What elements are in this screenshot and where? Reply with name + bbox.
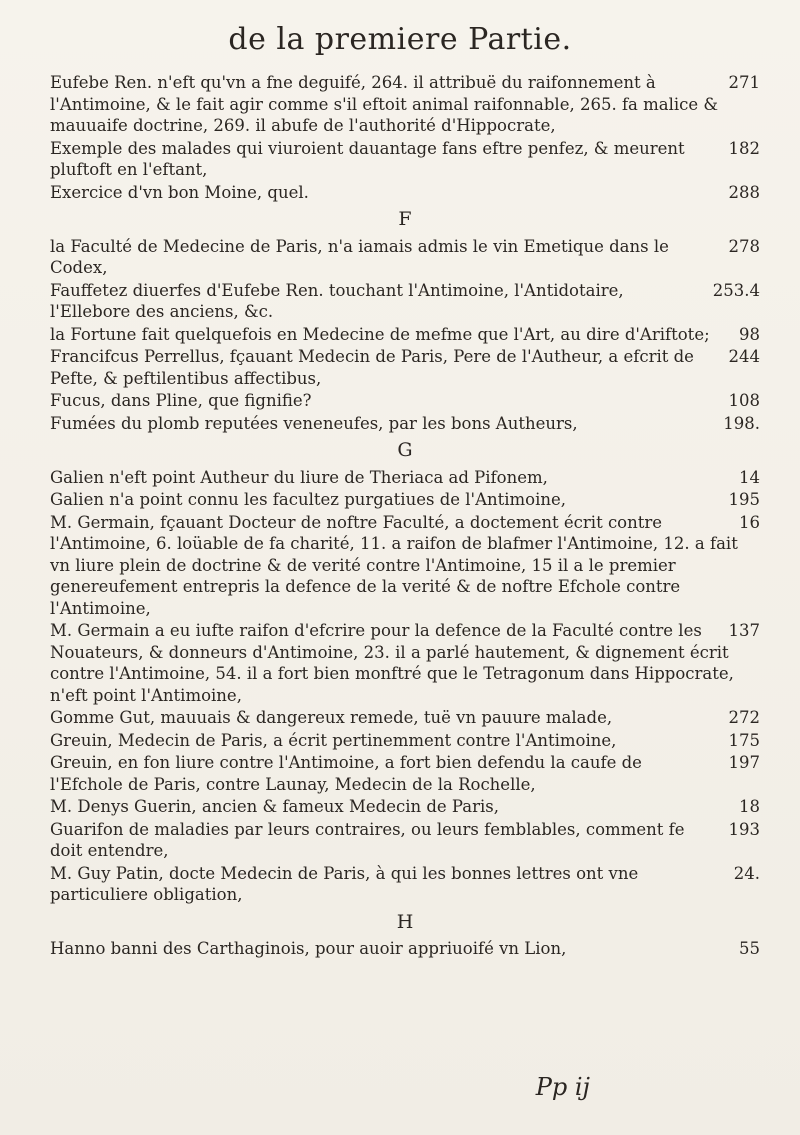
page-reference: 271 [728,73,760,92]
index-entry [50,324,760,346]
index-entry [50,467,760,489]
index-entry [50,346,760,389]
page-reference: 98 [739,324,760,344]
entry-text: Fauffetez diuerfes d'Eufebe Ren. touchant l'Antimoine, l'Antidotaire, l'Ellebore des anciens, &c. [50,280,624,321]
entry-text: Francifcus Perrellus, fçauant Medecin de Paris, Pere de l'Autheur, a efcrit de Pefte, & peftilentibus affectibus, [50,347,694,388]
entry-text: Exemple des malades qui viuroient dauantage fans eftre penfez, & meurent pluftoft en l'eftant, [50,138,685,179]
entry-text: Galien n'eft point Autheur du liure de Theriaca ad Pifonem, [50,467,548,487]
entry-text: la Fortune fait quelquefois en Medecine de mefme que l'Art, au dire d'Ariftote; [50,324,710,344]
entry-text: Fucus, dans Pline, que fignifie? [50,391,312,410]
page-reference: 14 [739,467,760,487]
entry-text: M. Guy Patin, docte Medecin de Paris, à qui les bonnes lettres ont vne particuliere obligation, [50,863,639,904]
page-reference: 108 [728,391,760,410]
page-reference: 137 [728,621,760,640]
index-entries [50,72,760,961]
page-reference: 195 [728,490,760,509]
page-reference: 18 [739,797,760,816]
entry-text: M. Germain a eu iufte raifon d'efcrire pour la defence de la Faculté contre les Nouateurs, & donneurs d'Antimoine, 23. il a parlé hautement, & dignement écrit contre l'Antimoine, 54. il a fort bien monftré que le Tetragonum dans Hippocrate, n'eft point l'Antimoine, [50,621,734,705]
page-reference: 175 [728,730,760,750]
entry-text: Greuin, Medecin de Paris, a écrit pertinemment contre l'Antimoine, [50,730,617,750]
entry-text: Hanno banni des Carthaginois, pour auoir appriuoifé vn Lion, [50,939,567,958]
entry-text: la Faculté de Medecine de Paris, n'a iamais admis le vin Emetique dans le Codex, [50,236,669,277]
index-entry [50,390,760,412]
page-reference: 244 [728,347,760,366]
index-entry [50,796,760,818]
index-entry [50,512,760,620]
index-entry [50,72,760,137]
page-reference: 193 [728,819,760,839]
page-reference: 278 [728,236,760,256]
page-reference: 198. [723,413,760,433]
index-entry [50,489,760,511]
page-reference: 182 [728,138,760,158]
folio-signature: Pp ij [535,1073,590,1101]
index-entry [50,236,760,279]
section-letter: H [396,910,414,933]
index-entry [50,413,760,435]
entry-text: M. Germain, fçauant Docteur de noftre Faculté, a doctement écrit contre l'Antimoine, 6. loüable de fa charité, 11. a raifon de blafmer l'Antimoine, 12. a fait vn liure plein de doctrine & de verité contre l'Antimoine, 15 il a le premier genereufement entrepris la defence de la verité & de noftre Efchole contre l'Antimoine, [50,512,738,618]
index-entry [50,620,760,706]
entry-text: Exercice d'vn bon Moine, quel. [50,182,309,202]
entry-text: Eufebe Ren. n'eft qu'vn a fne deguifé, 264. il attribuë du raifonnement à l'Antimoine, & le fait agir comme s'il eftoit animal raifonnable, 265. fa malice & mauuaife doctrine, 269. il abufe de l'authorité d'Hippocrate, [50,73,719,135]
page-reference: 16 [739,512,760,532]
entry-text: Fumées du plomb reputées veneneufes, par les bons Autheurs, [50,413,578,433]
index-entry [50,707,760,729]
section-letter: F [398,208,412,230]
page-reference: 24. [733,863,760,883]
entry-text: Guarifon de maladies par leurs contraires, ou leurs femblables, comment fe doit entendre, [50,819,685,860]
entry-text: M. Denys Guerin, ancien & fameux Medecin de Paris, [50,797,499,816]
index-entry [50,182,760,204]
page-reference: 272 [728,708,760,727]
page-reference: 55 [739,939,760,958]
page-reference: 288 [728,182,760,202]
index-entry [50,730,760,752]
page-reference: 197 [728,753,760,772]
page-reference: 253.4 [712,280,760,300]
index-entry [50,752,760,795]
index-entry [50,938,760,960]
section-letter: G [397,439,413,461]
index-entry [50,280,760,323]
index-entry [50,863,760,906]
entry-text: Galien n'a point connu les facultez purgatiues de l'Antimoine, [50,490,567,509]
index-entry [50,819,760,862]
running-head: de la premiere Partie. [228,22,572,57]
entry-text: Gomme Gut, mauuais & dangereux remede, tuë vn pauure malade, [50,708,613,727]
entry-text: Greuin, en fon liure contre l'Antimoine, a fort bien defendu la caufe de l'Efchole de Paris, contre Launay, Medecin de la Rochelle, [50,753,642,794]
index-entry [50,138,760,181]
